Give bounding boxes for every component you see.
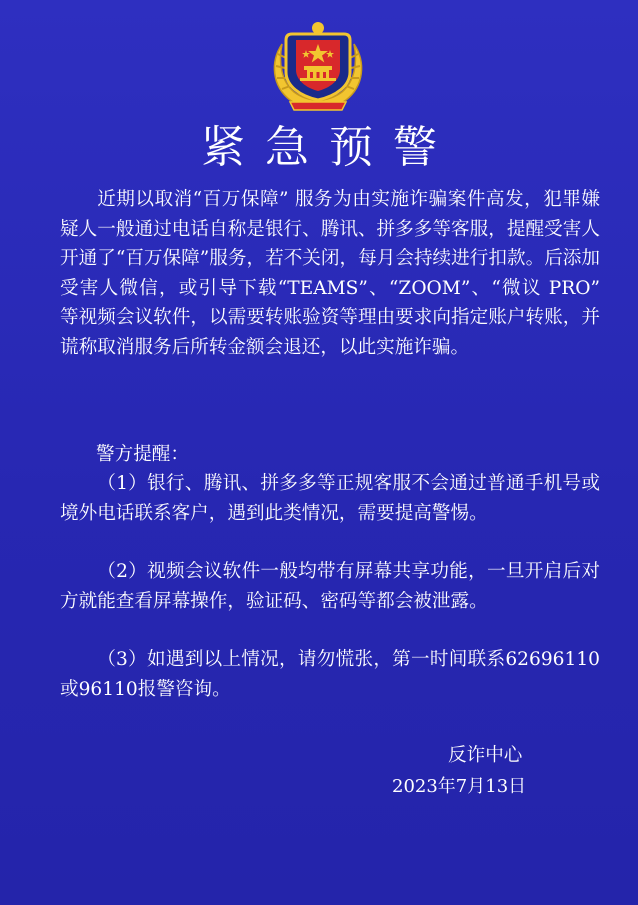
police-emblem-icon (264, 14, 372, 120)
intro-paragraph: 近期以取消“百万保障” 服务为由实施诈骗案件高发，犯罪嫌疑人一般通过电话自称是银行、腾讯、拼多多等客服，提醒受害人开通了“百万保障”服务，若不关闭，每月会持续进行扣款。后添加受害人微信，或引导下载“TEAMS”、“ZOOM”、“微议 PRO” 等视频会议软件，以需要转账验资等理由要求向指定账户转账，并谎称取消服务后所转金额会退还，以此实施诈骗。 (60, 189, 600, 358)
tip-item-2: （2）视频会议软件一般均带有屏幕共享功能，一旦开启后对方就能查看屏幕操作，验证码、密码等都会被泄露。 (60, 561, 600, 612)
tip-item-1: （1）银行、腾讯、拼多多等正规客服不会通过普通手机号或境外电话联系客户，遇到此类情况，需要提高警惕。 (60, 473, 600, 524)
issue-date: 2023年7月13日 (392, 776, 527, 797)
tips-heading: 警方提醒： (96, 444, 189, 465)
tip-item-3: （3）如遇到以上情况，请勿慌张，第一时间联系62696110或96110报警咨询。 (60, 649, 600, 700)
issuer-signature: 反诈中心 (448, 745, 523, 766)
notice-title: 紧急预警 (201, 122, 457, 173)
